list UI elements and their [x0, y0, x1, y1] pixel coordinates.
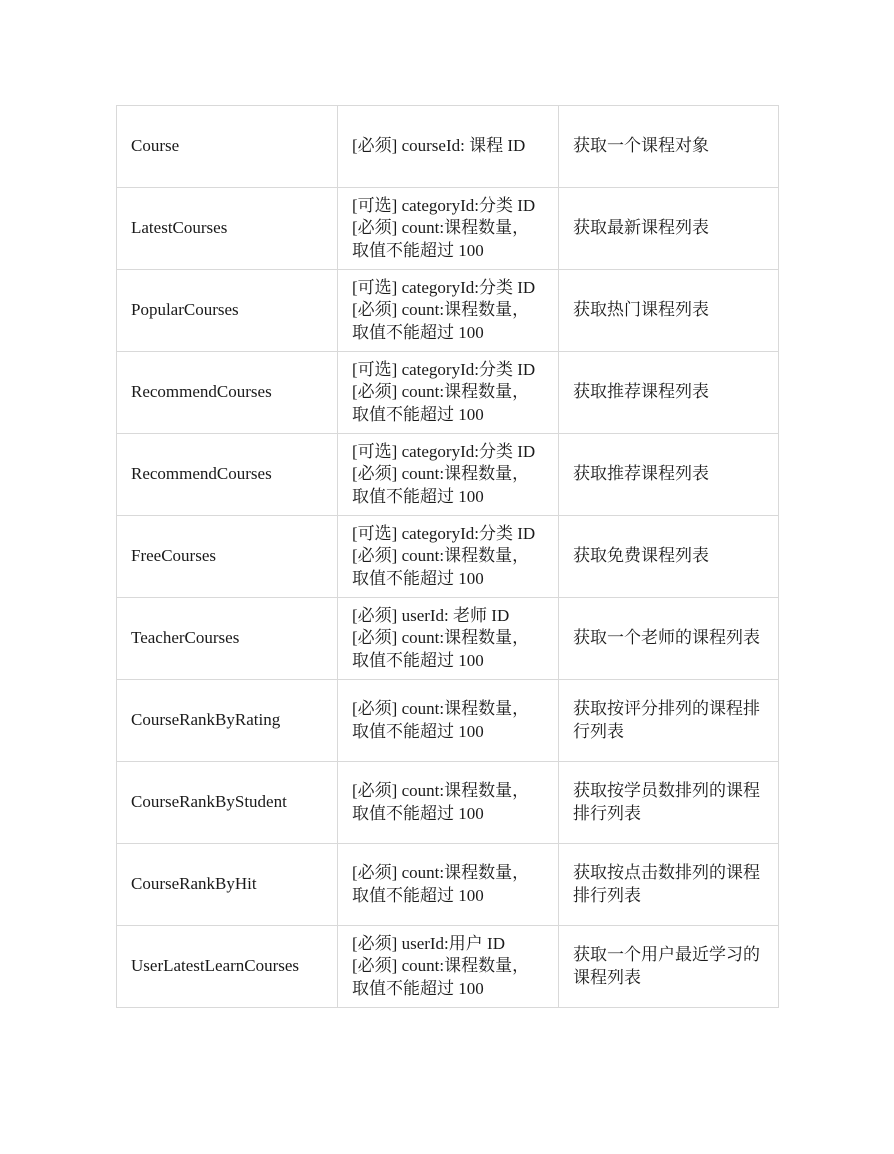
parameters-cell	[338, 844, 559, 926]
method-name-cell: RecommendCourses	[117, 434, 338, 516]
method-name-cell: RecommendCourses	[117, 352, 338, 434]
parameter-line: [可选] categoryId:分类 ID	[352, 523, 536, 543]
description-text: 获取推荐课程列表	[573, 464, 709, 484]
parameter-line: [可选] categoryId:分类 ID	[352, 441, 536, 461]
description-cell	[559, 844, 779, 926]
table-row	[117, 434, 779, 516]
description-text: 获取热门课程列表	[573, 300, 709, 320]
description-text: 获取按点击数排列的课程排行列表	[573, 863, 760, 905]
table-row	[117, 188, 779, 270]
table-row	[117, 680, 779, 762]
parameters-cell	[338, 598, 559, 680]
method-name-cell: CourseRankByHit	[117, 844, 338, 926]
parameters-cell	[338, 352, 559, 434]
parameter-line: 取值不能超过 100	[352, 240, 484, 260]
table-row	[117, 516, 779, 598]
parameter-line: [必须] count:课程数量，	[352, 546, 530, 566]
parameter-line: [必须] count:课程数量，	[352, 382, 530, 402]
parameter-line: [可选] categoryId:分类 ID	[352, 359, 536, 379]
description-cell	[559, 270, 779, 352]
table-row	[117, 598, 779, 680]
parameter-line: [必须] count:课程数量，	[352, 300, 530, 320]
table-row	[117, 762, 779, 844]
parameters-cell	[338, 434, 559, 516]
description-cell	[559, 352, 779, 434]
method-name-cell: PopularCourses	[117, 270, 338, 352]
parameter-line: [必须] count:课程数量，	[352, 464, 530, 484]
parameter-line: [必须] count:课程数量，	[352, 628, 530, 648]
method-name-cell: FreeCourses	[117, 516, 338, 598]
parameter-line: [必须] userId:用户 ID	[352, 933, 505, 953]
parameter-line: [必须] count:课程数量，	[352, 956, 530, 976]
parameter-line: 取值不能超过 100	[352, 650, 484, 670]
method-name-cell: LatestCourses	[117, 188, 338, 270]
description-text: 获取按学员数排列的课程排行列表	[573, 781, 760, 823]
description-cell	[559, 680, 779, 762]
description-text: 获取一个老师的课程列表	[573, 628, 760, 648]
description-cell	[559, 516, 779, 598]
parameter-line: [必须] count:课程数量，	[352, 863, 530, 882]
parameter-line: 取值不能超过 100	[352, 885, 484, 905]
description-text: 获取一个课程对象	[573, 136, 709, 156]
table-row	[117, 106, 779, 188]
parameters-cell	[338, 270, 559, 352]
parameter-line: 取值不能超过 100	[352, 486, 484, 506]
description-cell	[559, 188, 779, 270]
description-text: 获取推荐课程列表	[573, 382, 709, 402]
table-row	[117, 926, 779, 1008]
description-cell	[559, 106, 779, 188]
method-name-cell: CourseRankByStudent	[117, 762, 338, 844]
parameters-cell	[338, 516, 559, 598]
table-row	[117, 844, 779, 926]
parameter-line: [必须] courseId: 课程 ID	[352, 136, 526, 156]
parameter-line: [必须] userId: 老师 ID	[352, 605, 510, 625]
parameter-line: [可选] categoryId:分类 ID	[352, 277, 536, 297]
parameter-line: 取值不能超过 100	[352, 803, 484, 823]
description-text: 获取免费课程列表	[573, 546, 709, 566]
api-table-body	[117, 106, 779, 1008]
parameter-line: [必须] count:课程数量，	[352, 699, 530, 718]
parameter-line: 取值不能超过 100	[352, 721, 484, 741]
parameter-line: 取值不能超过 100	[352, 322, 484, 342]
description-cell	[559, 598, 779, 680]
method-name-cell: UserLatestLearnCourses	[117, 926, 338, 1008]
parameter-line: 取值不能超过 100	[352, 404, 484, 424]
parameters-cell	[338, 680, 559, 762]
parameters-cell	[338, 762, 559, 844]
description-text: 获取按评分排列的课程排行列表	[573, 699, 760, 741]
description-text: 获取最新课程列表	[573, 218, 709, 238]
method-name-cell: Course	[117, 106, 338, 188]
api-table	[116, 105, 779, 1008]
parameters-cell	[338, 926, 559, 1008]
table-row	[117, 270, 779, 352]
parameter-line: 取值不能超过 100	[352, 568, 484, 588]
parameter-line: [必须] count:课程数量，	[352, 218, 530, 238]
table-row	[117, 352, 779, 434]
parameters-cell	[338, 188, 559, 270]
description-cell	[559, 926, 779, 1008]
parameters-cell	[338, 106, 559, 188]
method-name-cell: TeacherCourses	[117, 598, 338, 680]
parameter-line: 取值不能超过 100	[352, 978, 484, 998]
description-cell	[559, 434, 779, 516]
parameter-line: [可选] categoryId:分类 ID	[352, 195, 536, 215]
parameter-line: [必须] count:课程数量，	[352, 781, 530, 800]
method-name-cell: CourseRankByRating	[117, 680, 338, 762]
description-text: 获取一个用户最近学习的课程列表	[573, 945, 760, 987]
description-cell	[559, 762, 779, 844]
